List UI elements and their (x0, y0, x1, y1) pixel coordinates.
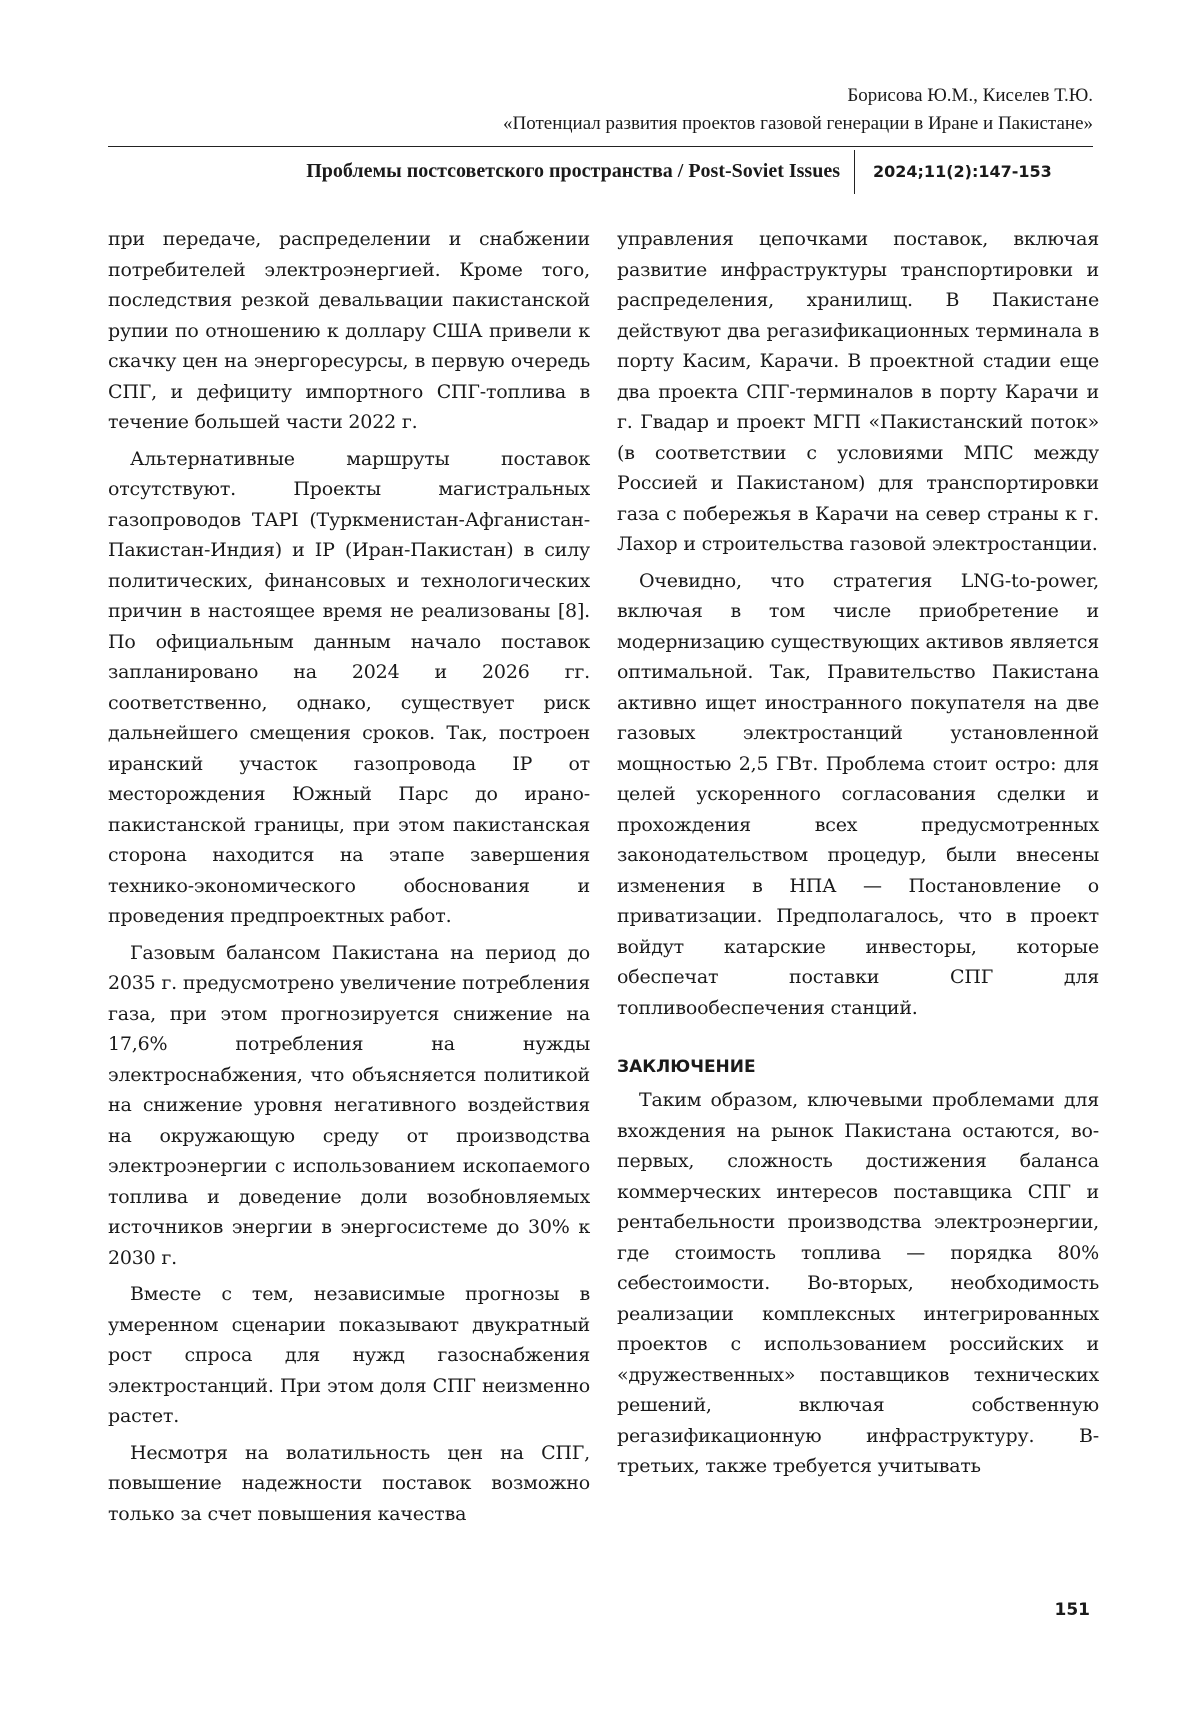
paragraph: управления цепочками поставок, включая развитие инфраструктуры транспортировки и распределения, хранилищ. В Пакистане действуют два регазификационных терминала в порту Касим, Карачи. В проектной стадии еще два проекта СПГ-терминалов в порту Карачи и г. Гвадар и проект МГП «Пакистанский поток» (в соответствии с условиями МПС между Россией и Пакистаном) для транспортировки газа с побережья в Карачи на север страны к г. Лахор и строительства газовой электростанции. (617, 228, 1099, 555)
header-divider (854, 150, 855, 194)
left-column (108, 224, 590, 1535)
paragraph: Несмотря на волатильность цен на СПГ, повышение надежности поставок возможно только за счет повышения качества (108, 1441, 590, 1525)
running-head (503, 82, 1093, 138)
authors: Борисова Ю.М., Киселев Т.Ю. (847, 85, 1093, 106)
header-rule (108, 146, 1093, 147)
article-title: «Потенциал развития проектов газовой генерации в Иране и Пакистане» (502, 113, 1093, 134)
paragraph: при передаче, распределении и снабжении потребителей электроэнергией. Кроме того, последствия резкой девальвации пакистанской рупии по отношению к доллару США привели к скачку цен на энергоресурсы, в первую очередь СПГ, и дефициту импортного СПГ-топлива в течение большей части 2022 г. (108, 228, 590, 433)
issue-info: 2024;11(2):147-153 (873, 162, 1052, 181)
paragraph: Вместе с тем, независимые прогнозы в умеренном сценарии показывают двукратный рост спроса для нужд газоснабжения электростанций. При этом доля СПГ неизменно растет. (108, 1283, 590, 1427)
journal-title: Проблемы постсоветского пространства / Post-Soviet Issues (306, 160, 840, 182)
paragraph: Очевидно, что стратегия LNG-to-power, включая в том числе приобретение и модернизацию существующих активов является оптимальной. Так, Правительство Пакистана активно ищет иностранного покупателя на две газовых электростанций установленной мощностью 2,5 ГВт. Проблема стоит остро: для целей ускоренного согласования сделки и прохождения всех предусмотренных законодательством процедур, были внесены изменения в НПА — Постановление о приватизации. Предполагалось, что в проект войдут катарские инвесторы, которые обеспечат поставки СПГ для топливообеспечения станций. (617, 569, 1099, 1019)
paragraph: Газовым балансом Пакистана на период до 2035 г. предусмотрено увеличение потребления газа, при этом прогнозируется снижение на 17,6% потребления на нужды электроснабжения, что объясняется политикой на снижение уровня негативного воздействия на окружающую среду от производства электроэнергии с использованием ископаемого топлива и доведение доли возобновляемых источников энергии в энергосистеме до 30% к 2030 г. (108, 941, 590, 1269)
section-heading: ЗАКЛЮЧЕНИЕ (617, 1057, 756, 1077)
paragraph: Альтернативные маршруты поставок отсутствуют. Проекты магистральных газопроводов ТАPI (Туркменистан-Афганистан-Пакистан-Индия) и IP (Иран-Пакистан) в силу политических, финансовых и технологических причин в настоящее время не реализованы [8]. По официальным данным начало поставок запланировано на 2024 и 2026 гг. соответственно, однако, существует риск дальнейшего смещения сроков. Так, построен иранский участок газопровода IP от месторождения Южный Парс до ирано-пакистанской границы, при этом пакистанская сторона находится на этапе завершения технико-экономического обоснования и проведения предпроектных работ. (108, 447, 590, 927)
paragraph: Таким образом, ключевыми проблемами для вхождения на рынок Пакистана остаются, во-первых, сложность достижения баланса коммерческих интересов поставщика СПГ и рентабельности производства электроэнергии, где стоимость топлива — порядка 80% себестоимости. Во-вторых, необходимость реализации комплексных интегрированных проектов с использованием российских и «дружественных» поставщиков технических решений, включая собственную регазификационную инфраструктуру. В-третьих, также требуется учитывать (617, 1089, 1099, 1477)
right-column (617, 224, 1099, 1488)
page-number: 151 (1054, 1600, 1090, 1620)
